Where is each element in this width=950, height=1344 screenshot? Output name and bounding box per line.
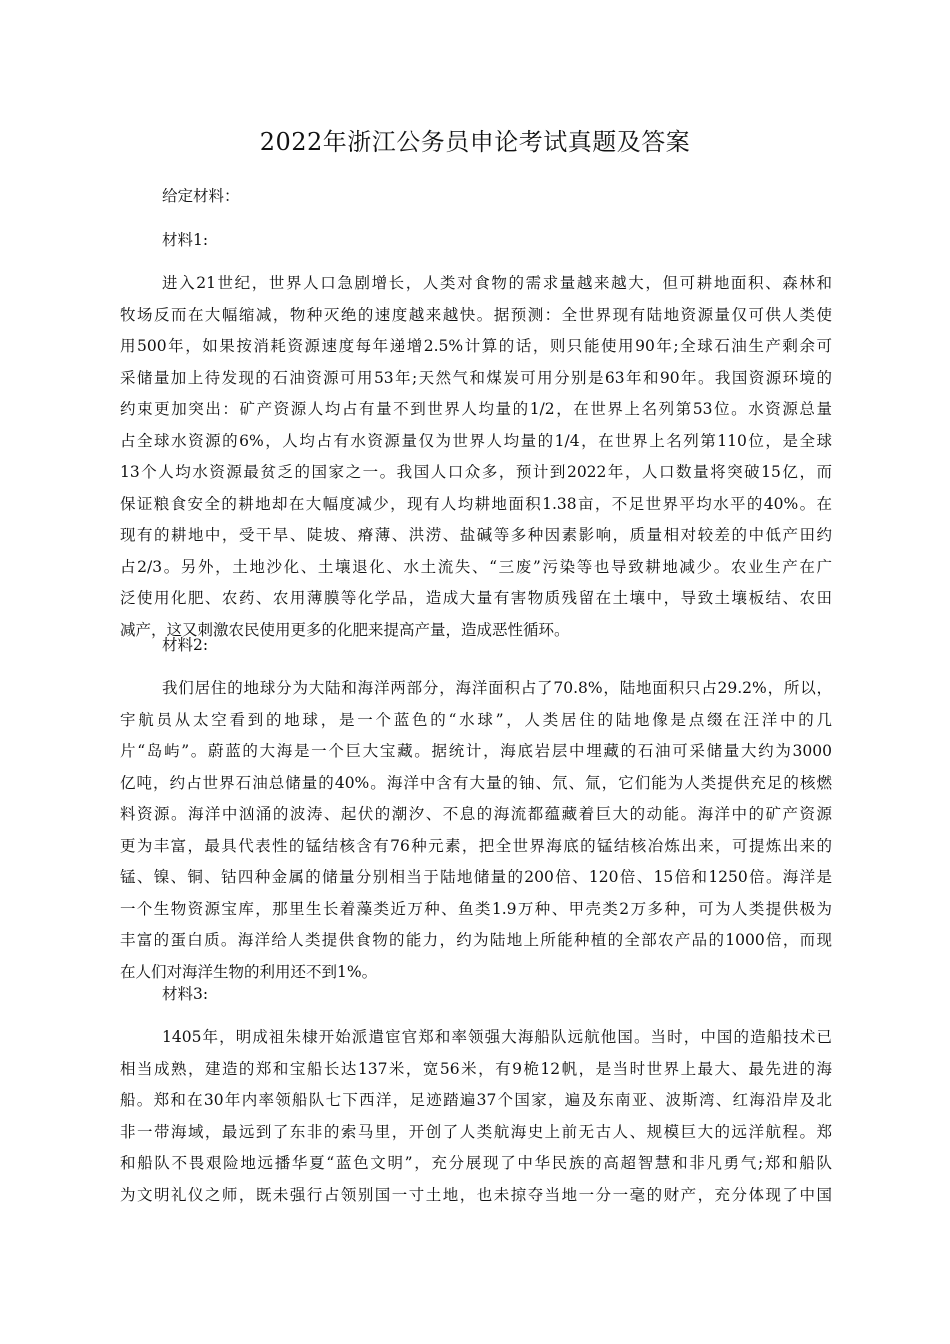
paragraph-line: 13个人均水资源最贫乏的国家之一。我国人口众多，预计到2022年，人口数量将突破15亿，而 — [120, 463, 832, 481]
paragraph-line: 和船队不畏艰险地远播华夏“蓝色文明”，充分展现了中华民族的高超智慧和非凡勇气;郑和船队 — [120, 1154, 832, 1172]
paragraph-line: 丰富的蛋白质。海洋给人类提供食物的能力，约为陆地上所能种植的全部农产品的1000倍，而现 — [120, 931, 832, 949]
paragraph-line: 在人们对海洋生物的利用还不到1%。 — [120, 962, 378, 981]
paragraph-line: 亿吨，约占世界石油总储量的40%。海洋中含有大量的铀、氘、氚，它们能为人类提供充足的核燃 — [120, 773, 832, 792]
paragraph-line: 占全球水资源的6%，人均占有水资源量仅为世界人均量的1/4，在世界上名列第110位，是全球 — [120, 431, 832, 450]
paragraph-line: 一个生物资源宝库，那里生长着藻类近万种、鱼类1.9万种、甲壳类2万多种，可为人类提供极为 — [120, 899, 832, 918]
paragraph-line: 用500年，如果按消耗资源速度每年递增2.5%计算的话，则只能使用90年;全球石油生产剩余可 — [120, 337, 832, 355]
paragraph-line: 相当成熟，建造的郑和宝船长达137米，宽56米，有9桅12帆，是当时世界上最大、最先进的海 — [120, 1059, 832, 1078]
material-1-paragraph — [120, 268, 832, 646]
paragraph-line: 现有的耕地中，受干旱、陡坡、瘠薄、洪涝、盐碱等多种因素影响，质量相对较差的中低产田约 — [120, 526, 832, 544]
paragraph-line: 我们居住的地球分为大陆和海洋两部分，海洋面积占了70.8%，陆地面积只占29.2%，所以， — [162, 679, 832, 697]
paragraph-line: 片“岛屿”。蔚蓝的大海是一个巨大宝藏。据统计，海底岩层中埋藏的石油可采储量大约为3000 — [120, 742, 832, 760]
paragraph-line: 船。郑和在30年内率领船队七下西洋，足迹踏遍37个国家，遍及东南亚、波斯湾、红海沿岸及北 — [120, 1091, 832, 1109]
document-title: 2022年浙江公务员申论考试真题及答案 — [259, 128, 691, 156]
paragraph-line: 锰、镍、铜、钴四种金属的储量分别相当于陆地储量的200倍、120倍、15倍和1250倍。海洋是 — [120, 868, 832, 886]
material-3-label: 材料3: — [162, 985, 209, 1003]
paragraph-line: 保证粮食安全的耕地却在大幅度减少，现有人均耕地面积1.38亩，不足世界平均水平的40%。在 — [120, 494, 832, 513]
paragraph-line: 更为丰富，最具代表性的锰结核含有76种元素，把全世界海底的锰结核冶炼出来，可提炼出来的 — [120, 836, 832, 855]
paragraph-line: 非一带海域，最远到了东非的索马里，开创了人类航海史上前无古人、规模巨大的远洋航程。郑 — [120, 1122, 832, 1141]
material-2-paragraph — [120, 673, 832, 988]
paragraph-line: 为文明礼仪之师，既未强行占领别国一寸土地，也未掠夺当地一分一毫的财产，充分体现了中国 — [120, 1185, 832, 1204]
paragraph-line: 料资源。海洋中汹涌的波涛、起伏的潮汐、不息的海流都蕴藏着巨大的动能。海洋中的矿产资源 — [120, 805, 832, 823]
paragraph-line: 进入21世纪，世界人口急剧增长，人类对食物的需求量越来越大，但可耕地面积、森林和 — [162, 274, 832, 292]
paragraph-line: 泛使用化肥、农药、农用薄膜等化学品，造成大量有害物质残留在土壤中，导致土壤板结、农田 — [120, 589, 832, 607]
paragraph-line: 减产，这又刺激农民使用更多的化肥来提高产量，造成恶性循环。 — [120, 620, 570, 639]
paragraph-line: 占2/3。另外，土地沙化、土壤退化、水土流失、“三废”污染等也导致耕地减少。农业生产在广 — [120, 557, 832, 576]
material-1-label: 材料1: — [162, 231, 209, 249]
given-materials-label: 给定材料： — [162, 187, 240, 205]
paragraph-line: 宇航员从太空看到的地球，是一个蓝色的“水球”，人类居住的陆地像是点缀在汪洋中的几 — [120, 710, 832, 729]
material-3-paragraph — [120, 1022, 832, 1211]
paragraph-line: 采储量加上待发现的石油资源可用53年;天然气和煤炭可用分别是63年和90年。我国资源环境的 — [120, 368, 832, 387]
paragraph-line: 1405年，明成祖朱棣开始派遣宦官郑和率领强大海船队远航他国。当时，中国的造船技术已 — [162, 1028, 832, 1046]
paragraph-line: 约束更加突出：矿产资源人均占有量不到世界人均量的1/2，在世界上名列第53位。水资源总量 — [120, 400, 832, 418]
material-2-label: 材料2: — [162, 636, 209, 654]
paragraph-line: 牧场反而在大幅缩减，物种灭绝的速度越来越快。据预测：全世界现有陆地资源量仅可供人类使 — [120, 305, 832, 324]
